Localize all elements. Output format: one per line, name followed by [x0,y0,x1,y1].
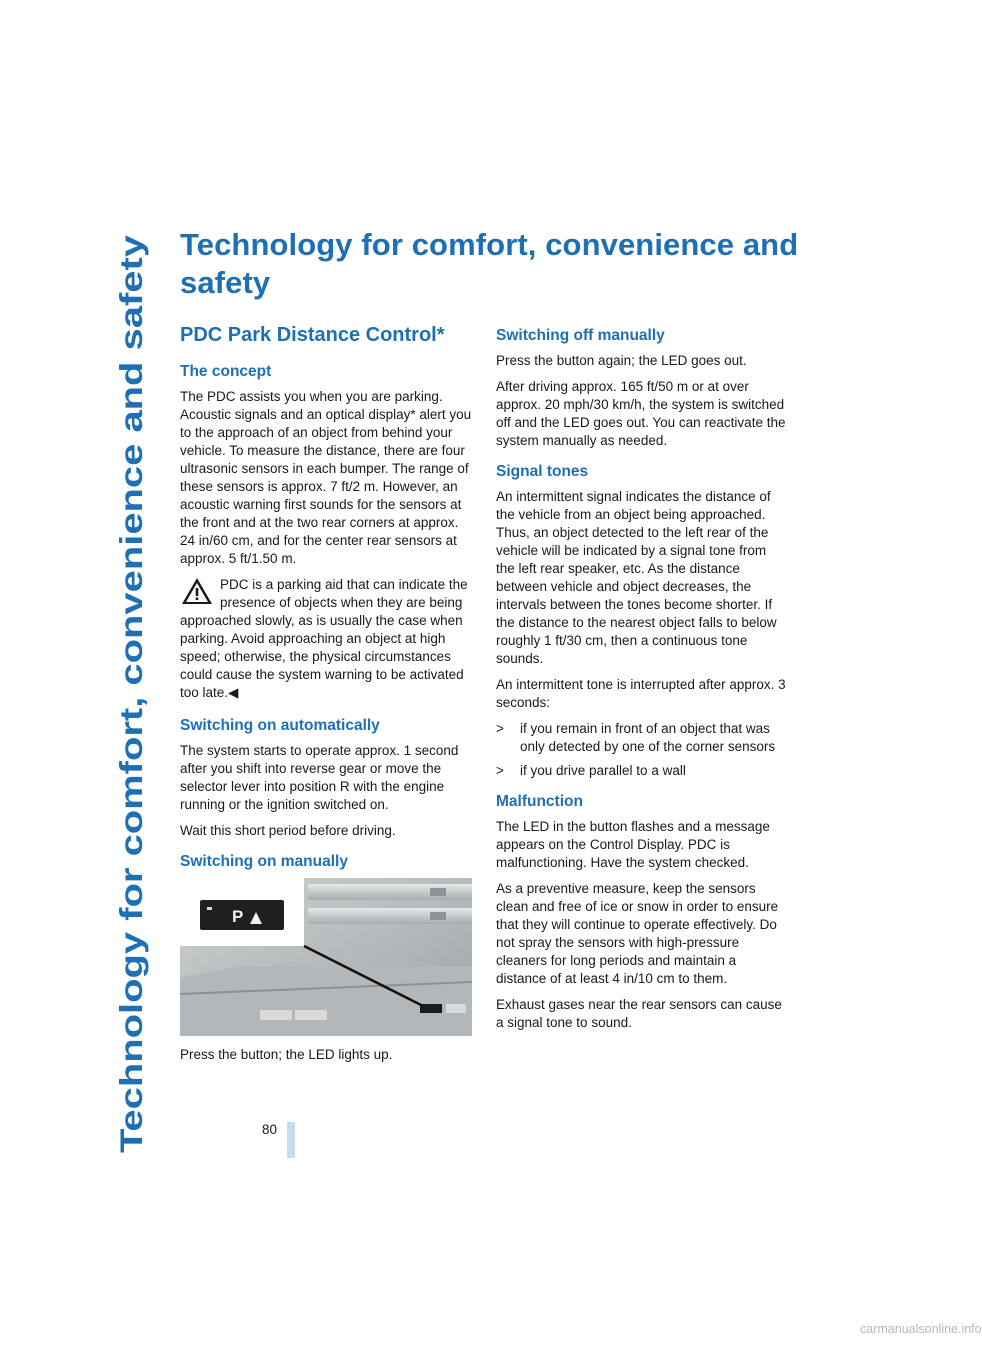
page-marker-bar [287,1122,295,1158]
malfunction-body-1: The LED in the button flashes and a message appears on the Control Display. PDC is malfunctioning. Have the system checked. [496,819,770,870]
malfunction-body-2: As a preventive measure, keep the sensors clean and free of ice or snow in order to ensure that they will continue to operate effectively. Do not spray the sensors with high-pressure cleaners for long periods and maintain a distance of at least 4 in/10 cm to them. [496,881,779,986]
concept-body: The PDC assists you when you are parking. Acoustic signals and an optical display* alert you to the approach of an object from behind your vehicle. To measure the distance, there are four ultrasonic sensors in each bumper. The range of these sensors is approx. 7 ft/2 m. However, an acoustic warning first sounds for the sensors at the front and at the two rear corners at approx. 24 in/60 cm, and for the center rear sensors at approx. 5 ft/1.50 m. [180,389,472,566]
section-title: PDC Park Distance Control* [180,324,445,346]
warning-triangle-icon [180,576,214,606]
page-number: 80 [262,1122,278,1137]
list-item-text: if you drive parallel to a wall [520,763,686,778]
left-column [180,322,472,1072]
malfunction-body-3: Exhaust gases near the rear sensors can cause a signal tone to sound. [496,997,782,1030]
page-title: Technology for comfort, convenience and safety [180,227,799,300]
switch-on-auto-body-2: Wait this short period before driving. [180,823,396,838]
list-item-text: if you remain in front of an object that was only detected by one of the corner sensors [520,721,776,754]
malfunction-heading: Malfunction [496,793,583,810]
switch-off-manual-heading: Switching off manually [496,327,665,344]
switch-off-manual-body-1: Press the button again; the LED goes out. [496,353,747,368]
side-title-text: Technology for comfort, convenience and safety [113,428,149,1153]
warning-text: PDC is a parking aid that can indicate the presence of objects when they are being approached slowly, as is usually the case when parking. Avoid approaching an object at high speed; otherwise, the physical circumstances could cause the system warning to be activated too late.◀ [180,577,468,700]
signal-tones-heading: Signal tones [496,463,589,480]
list-item [496,762,788,780]
pdc-button-photo [180,878,472,1036]
pdc-button-label: P [232,907,244,926]
list-marker: > [496,763,504,778]
right-column [496,326,788,1040]
switch-on-manual-caption: Press the button; the LED lights up. [180,1047,393,1062]
list-item [496,720,788,756]
concept-heading: The concept [180,363,272,380]
signal-tones-list [496,720,788,780]
side-title [96,233,156,1153]
switch-on-auto-heading: Switching on automatically [180,717,380,734]
signal-tones-body-1: An intermittent signal indicates the distance of the vehicle from an object being approached. Thus, an object detected to the left rear of the vehicle will be indicated by a signal tone from the left rear speaker, etc. As the distance between vehicle and object decreases, the intervals between the tones become shorter. If the distance to the nearest object falls to below roughly 1 ft/30 cm, then a continuous tone sounds. [496,489,777,666]
list-marker: > [496,721,504,736]
watermark: carmanualsonline.info [860,1322,982,1336]
switch-off-manual-body-2: After driving approx. 165 ft/50 m or at over approx. 20 mph/30 km/h, the system is switched off and the LED goes out. You can reactivate the system manually as needed. [496,379,786,448]
signal-tones-body-2: An intermittent tone is interrupted after approx. 3 seconds: [496,677,786,710]
switch-on-auto-body-1: The system starts to operate approx. 1 second after you shift into reverse gear or move the selector lever into position R with the engine running or the ignition switched on. [180,743,459,812]
warning-note [180,576,472,702]
switch-on-manual-heading: Switching on manually [180,853,348,870]
